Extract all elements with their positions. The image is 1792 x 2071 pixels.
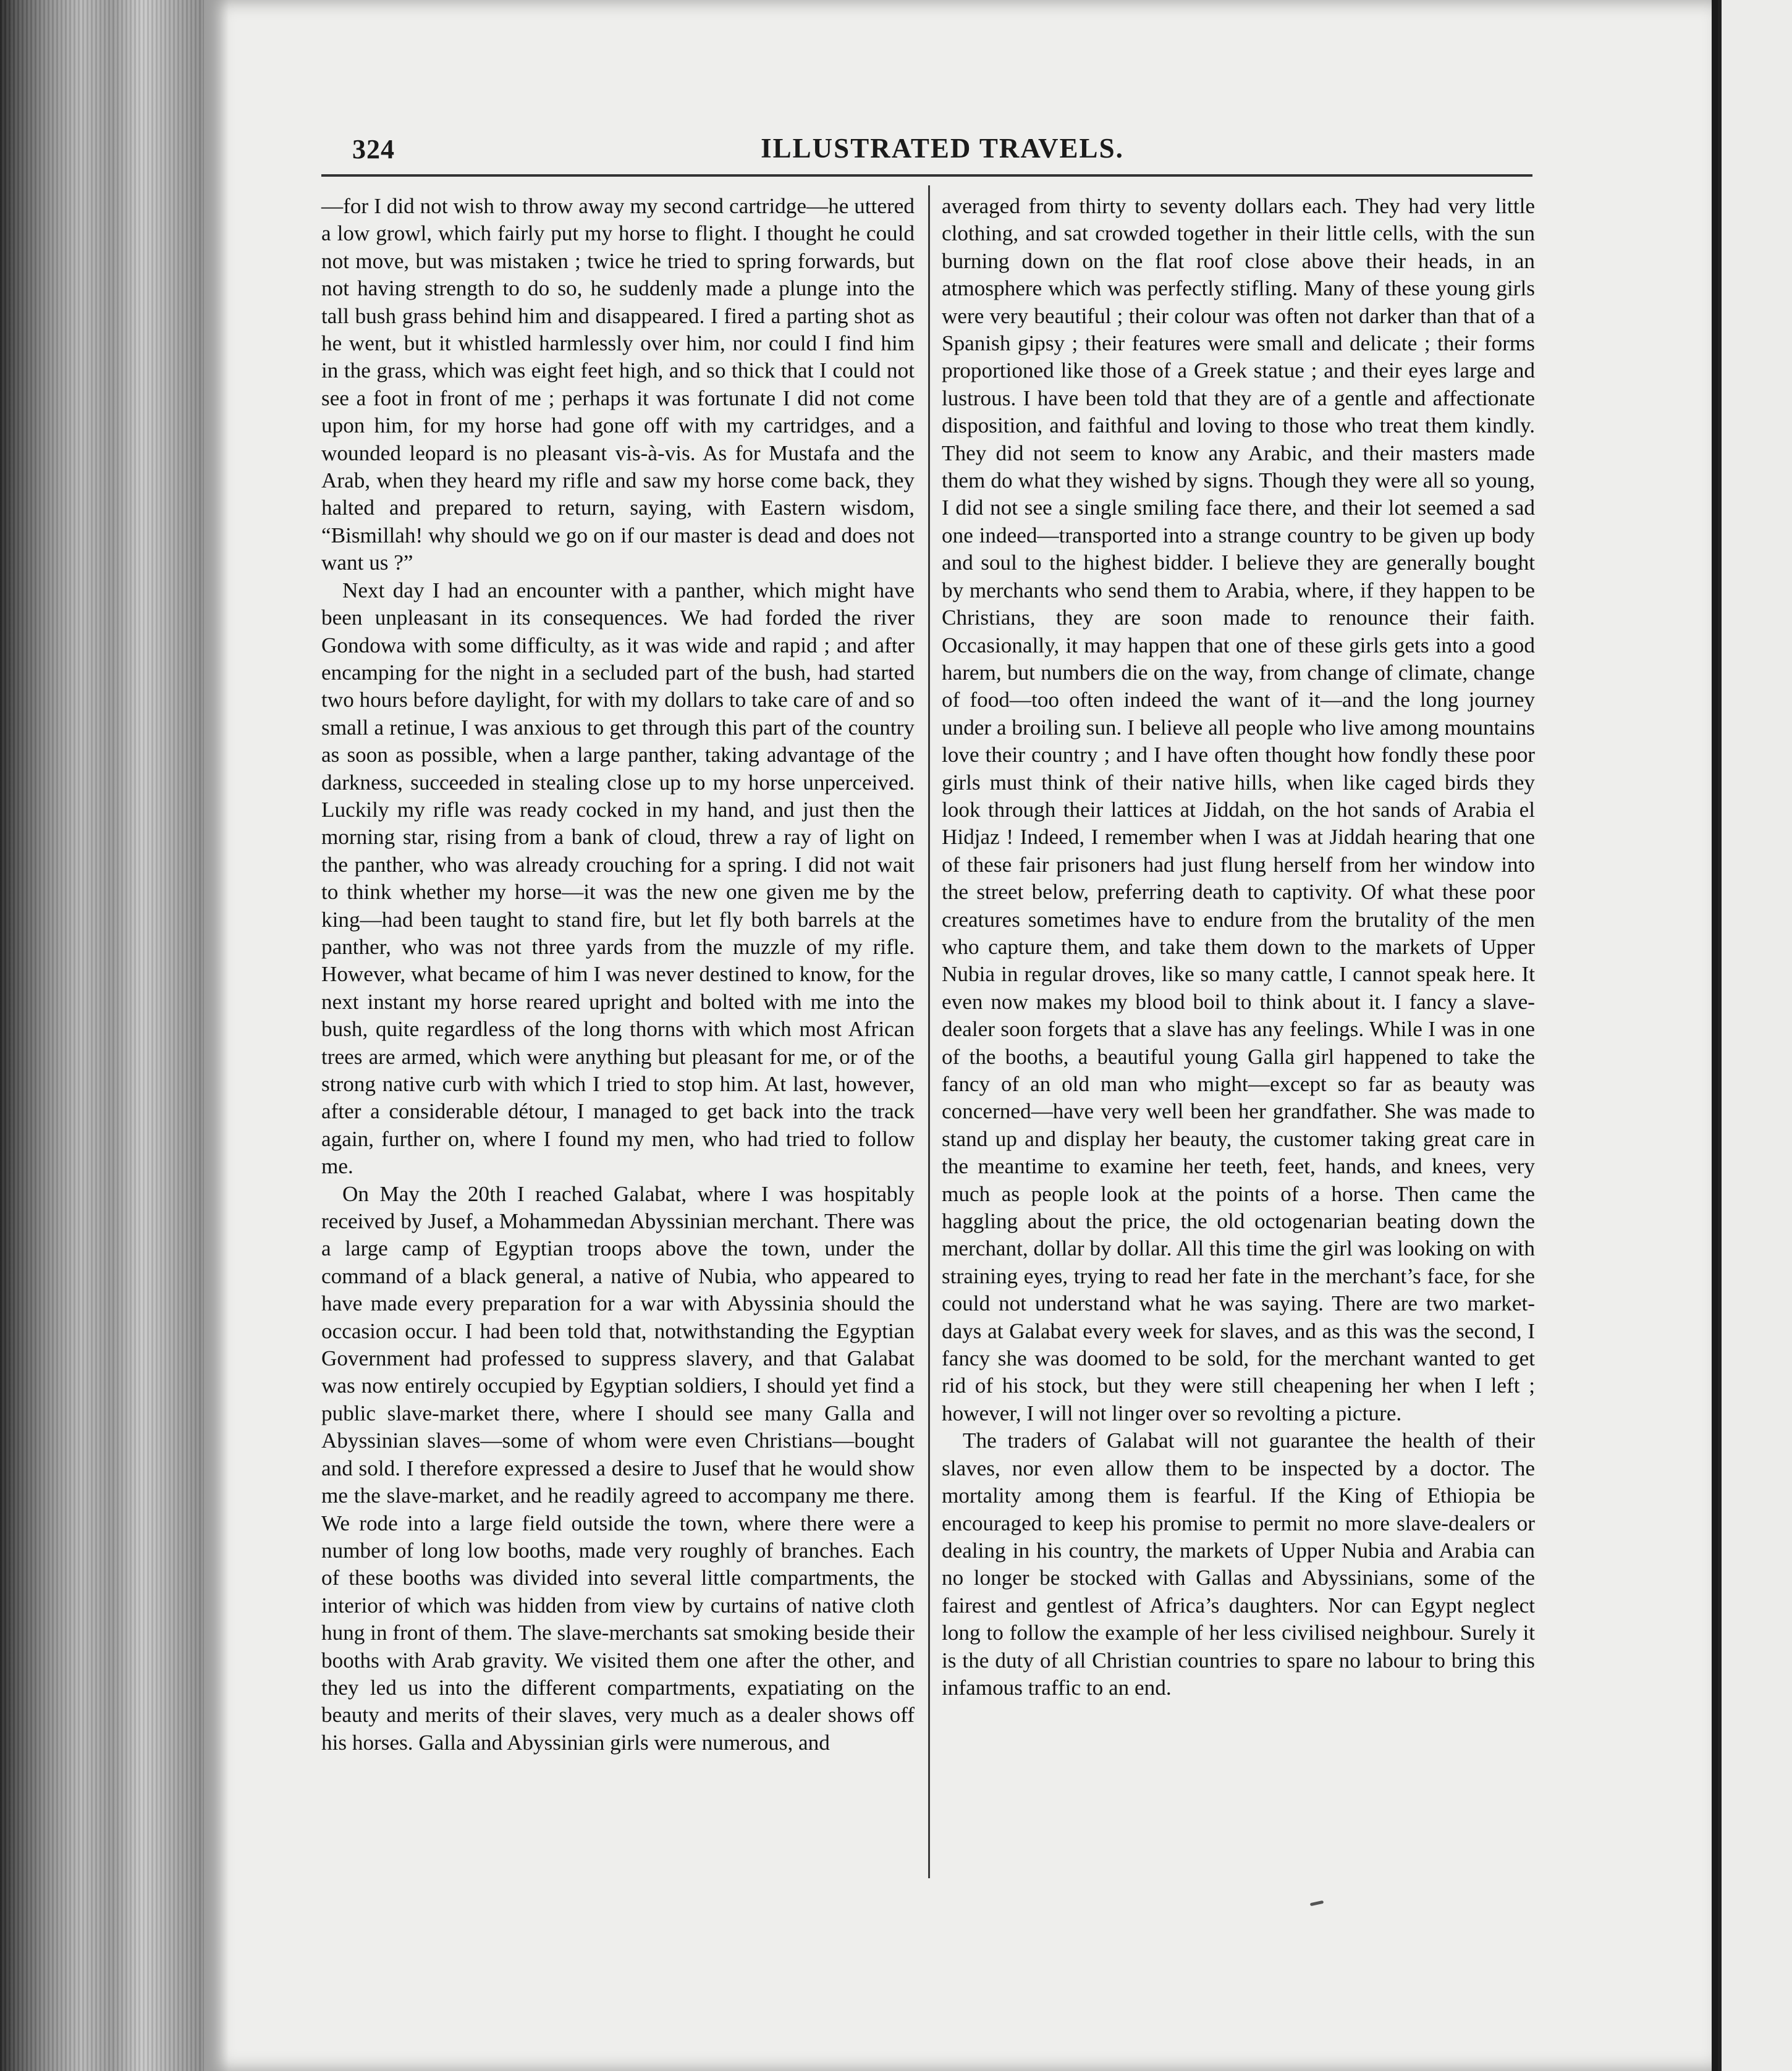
right-paragraph-2: The traders of Galabat will not guarantee the health of their slaves, nor even allow them to be inspected by a doctor. The mortality among them is fearful. If the King of Ethiopia be encouraged to keep his promise to permit no more slave-dealers or dealing in his country, the markets of Upper Nubia and Arabia can no longer be stocked with Gallas and Abyssinians, some of the fairest and gentlest of Africa’s daughters. Nor can Egypt neglect long to follow the example of her less civilised neighbour. Surely it is the duty of all Christian countries to spare no labour to bring this infamous traffic to an end. bbox=[942, 1428, 1535, 1700]
left-column bbox=[321, 193, 915, 1757]
page-number: 324 bbox=[352, 134, 395, 164]
right-column bbox=[942, 193, 1535, 1702]
next-page-edge bbox=[1718, 0, 1792, 2071]
running-head: ILLUSTRATED TRAVELS. bbox=[761, 133, 1124, 164]
page-header bbox=[352, 129, 1532, 172]
left-paragraph-2: Next day I had an encounter with a panther, which might have been unpleasant in its consequences. We had forded the river Gondowa with some difficulty, as it was wide and rapid ; and after encamping for the night in a secluded part of the bush, had started two hours before daylight, for with my dollars to take care of and so small a retinue, I was anxious to get through this part of the country as soon as possible, when a large panther, taking advantage of the darkness, succeeded in stealing close up to my horse unperceived. Luckily my rifle was ready cocked in my hand, and just then the morning star, rising from a bank of cloud, threw a ray of light on the panther, who was already crouching for a spring. I did not wait to think whether my horse—it was the new one given me by the king—had been taught to stand fire, but let fly both barrels at the panther, who was not three yards from the muzzle of my rifle. However, what became of him I was never destined to know, for the next instant my horse reared upright and bolted with me into the bush, quite regardless of the long thorns with which most African trees are armed, which were anything but pleasant for me, or of the strong native curb with which I tried to stop him. At last, however, after a considerable détour, I managed to get back into the track again, further on, where I found my men, who had tried to follow me. bbox=[321, 578, 915, 1179]
book-page-edges bbox=[0, 0, 204, 2071]
right-paragraph-1: averaged from thirty to seventy dollars each. They had very little clothing, and sat crowded together in their little cells, with the sun burning down on the flat roof close above their heads, in an atmosphere which was perfectly stifling. Many of these young girls were very beautiful ; their colour was often not darker than that of a Spanish gipsy ; their features were small and delicate ; their forms proportioned like those of a Greek statue ; and their eyes large and lustrous. I have been told that they are of a gentle and affectionate disposition, and faithful and loving to those who treat them kindly. They did not seem to know any Arabic, and their masters made them do what they wished by signs. Though they were all so young, I did not see a single smiling face there, and their lot seemed a sad one indeed—transported into a strange country to be given up body and soul to the highest bidder. I believe they are generally bought by merchants who send them to Arabia, where, if they happen to be Christians, they are soon made to renounce their faith. Occasionally, it may happen that one of these girls gets into a good harem, but numbers die on the way, from change of climate, change of food—too often indeed the want of it—and the long journey under a broiling sun. I believe all people who live among mountains love their country ; and I have often thought how fondly these poor girls must think of their native hills, when like caged birds they look through their lattices at Jiddah, on the hot sands of Arabia el Hidjaz ! Indeed, I remember when I was at Jiddah hearing that one of these fair prisoners had just flung herself from her window into the street below, preferring death to captivity. Of what these poor creatures sometimes have to endure from the brutality of the men who capture them, and take them down to the markets of Upper Nubia in regular droves, like so many cattle, I cannot speak here. It even now makes my blood boil to think about it. I fancy a slave-dealer soon forgets that a slave has any feelings. While I was in one of the booths, a beautiful young Galla girl happened to take the fancy of an old man who might—except so far as beauty was concerned—have very well been her grandfather. She was made to stand up and display her beauty, the customer taking great care in the meantime to examine her teeth, feet, hands, and knees, very much as people look at the points of a horse. Then came the haggling about the price, the old octogenarian beating down the merchant, dollar by dollar. All this time the girl was looking on with straining eyes, trying to read her fate in the merchant’s face, for she could not understand what he was saying. There are two market-days at Galabat every week for slaves, and as this was the second, I fancy she was doomed to be sold, for the merchant wanted to get rid of his stock, but they were still cheapening her when I left ; however, I will not linger over so revolting a picture. bbox=[942, 194, 1535, 1425]
left-paragraph-3: On May the 20th I reached Galabat, where I was hospitably received by Jusef, a Mohammedan Abyssinian merchant. There was a large camp of Egyptian troops above the town, under the command of a black general, a native of Nubia, who appeared to have made every preparation for a war with Abyssinia should the occasion occur. I had been told that, notwithstanding the Egyptian Government had professed to suppress slavery, and that Galabat was now entirely occupied by Egyptian soldiers, I should yet find a public slave-market there, where I should see many Galla and Abyssinian slaves—some of whom were even Christians—bought and sold. I therefore expressed a desire to Jusef that he would show me the slave-market, and he readily agreed to accompany me there. We rode into a large field outside the town, where there were a number of long low booths, made very roughly of branches. Each of these booths was divided into several little compartments, the interior of which was hidden from view by curtains of native cloth hung in front of them. The slave-merchants sat smoking beside their booths with Arab gravity. We visited them one after the other, and they led us into the different compartments, expatiating on the beauty and merits of their slaves, very much as a dealer shows off his horses. Galla and Abyssinian girls were numerous, and bbox=[321, 1181, 915, 1755]
column-rule bbox=[928, 185, 930, 1878]
left-paragraph-1: —for I did not wish to throw away my second cartridge—he uttered a low growl, which fairly put my horse to flight. I thought he could not move, but was mistaken ; twice he tried to spring forwards, but not having strength to do so, he suddenly made a plunge into the tall bush grass behind him and disappeared. I fired a parting shot as he went, but it whistled harmlessly over him, nor could I find him in the grass, which was eight feet high, and so thick that I could not see a foot in front of me ; perhaps it was fortunate I did not come upon him, for my horse had gone off with my cartridges, and a wounded leopard is no pleasant vis-à-vis. As for Mustafa and the Arab, when they heard my rifle and saw my horse come back, they halted and prepared to return, saying, with Eastern wisdom, “Bismillah! why should we go on if our master is dead and does not want us ?” bbox=[321, 194, 915, 575]
header-rule bbox=[321, 174, 1532, 177]
